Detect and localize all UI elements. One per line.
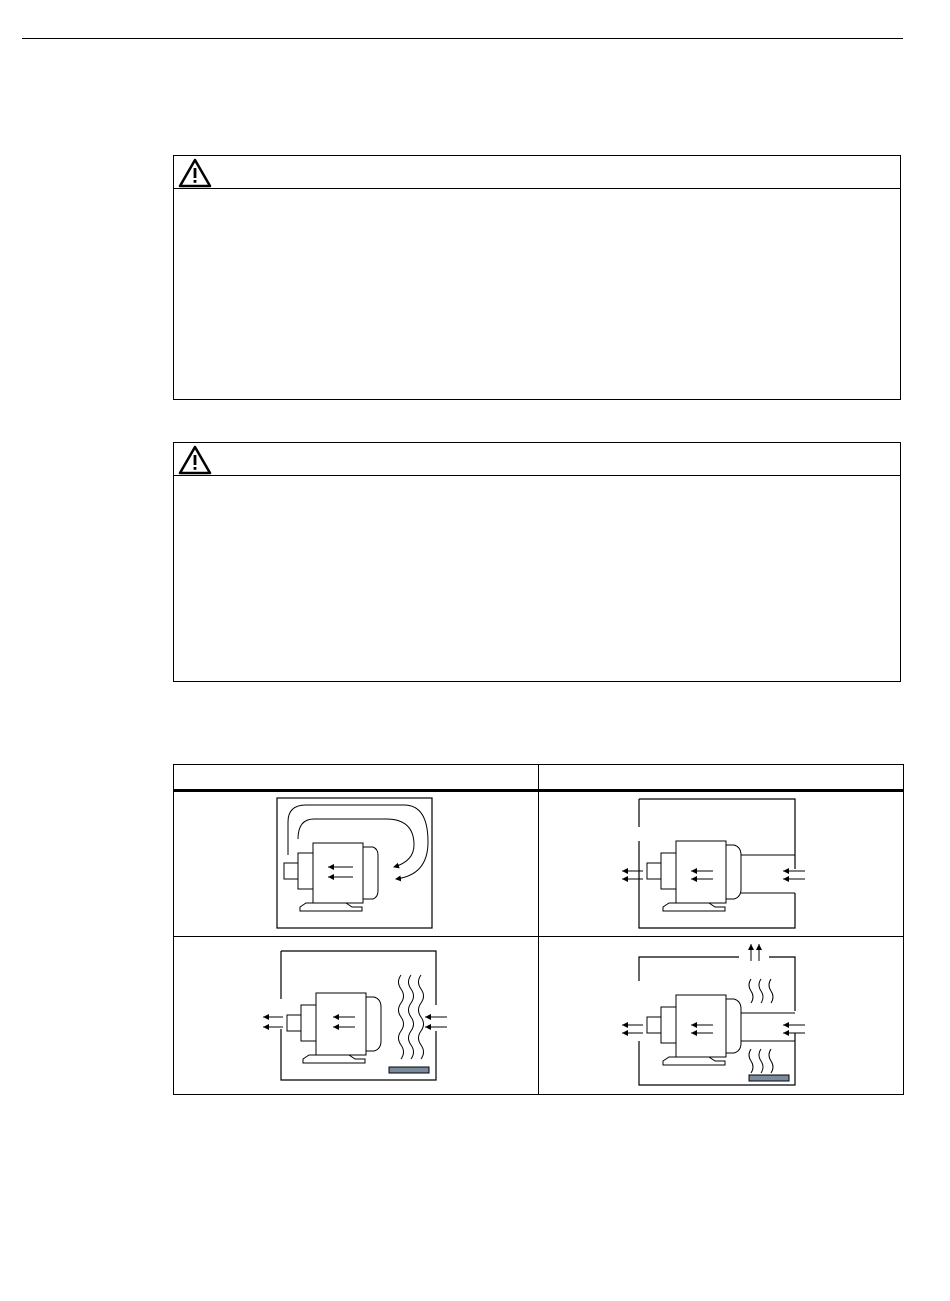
- warning-header-2: [174, 443, 900, 476]
- warning-body-1: [174, 189, 900, 205]
- table-cell: [539, 791, 904, 937]
- table-row: [174, 937, 904, 1095]
- warning-triangle-icon: [178, 445, 212, 475]
- table-cell: [174, 937, 539, 1095]
- warning-triangle-icon: [178, 158, 212, 188]
- table-cell: [174, 791, 539, 937]
- warning-box-2: [173, 442, 901, 682]
- warning-body-2: [174, 476, 900, 492]
- motor-recirculation-illustration: [276, 797, 436, 931]
- motor-ducted-air-illustration: [621, 797, 821, 931]
- warning-header-1: [174, 156, 900, 189]
- table-cell: [539, 937, 904, 1095]
- motor-ducted-heat-illustration: [621, 941, 821, 1091]
- table-header-left: [174, 765, 539, 791]
- table-row: [174, 791, 904, 937]
- table-header-row: [174, 765, 904, 791]
- cooling-table: [173, 764, 904, 1095]
- motor-heat-source-illustration: [261, 949, 451, 1083]
- header-rule: [22, 38, 903, 39]
- table-header-right: [539, 765, 904, 791]
- warning-box-1: [173, 155, 901, 400]
